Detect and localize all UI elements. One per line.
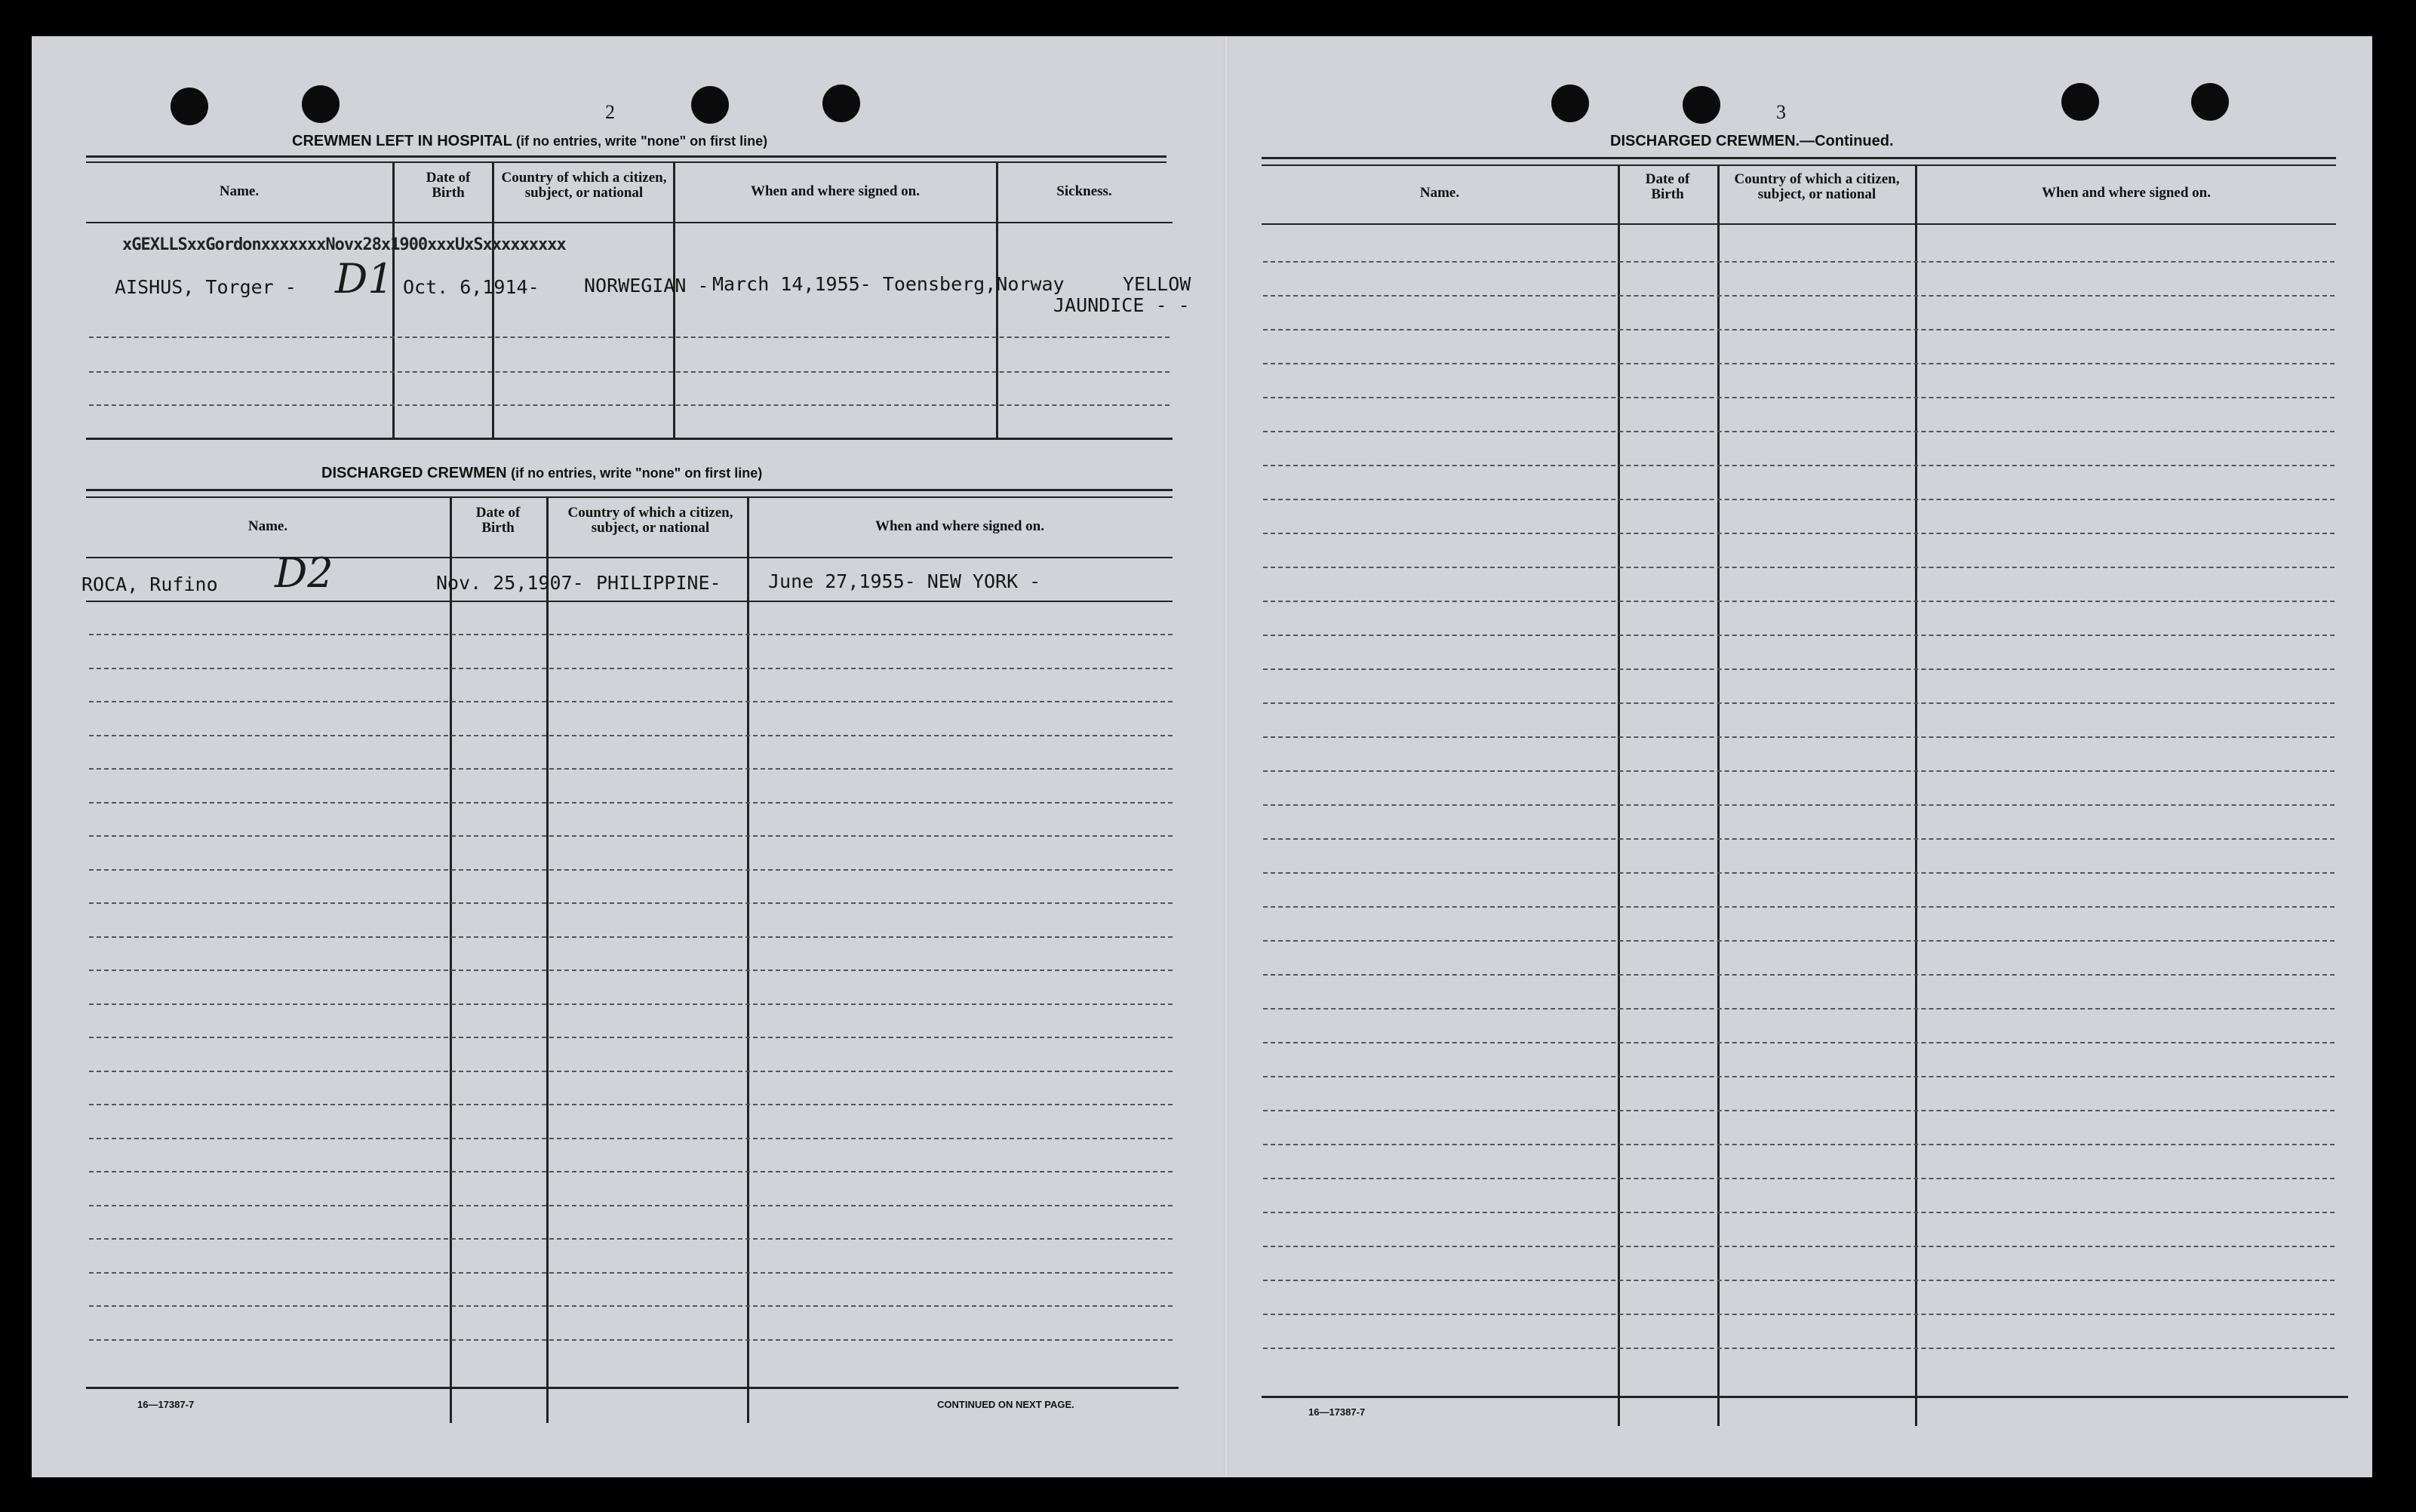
entry-line <box>1263 1246 2335 1247</box>
entry-line <box>1263 940 2335 942</box>
entry-line <box>89 835 1173 837</box>
rule <box>1262 1396 2348 1398</box>
entry-line <box>89 371 1170 373</box>
entry-line <box>89 1339 1173 1341</box>
discharged-entry-name: ROCA, Rufino <box>81 573 218 595</box>
continued-header-signed: When and where signed on. <box>2041 185 2211 201</box>
entry-line <box>89 1104 1173 1105</box>
punch-hole <box>1551 85 1589 122</box>
column-rule <box>1618 164 1620 1426</box>
entry-line <box>1263 770 2335 772</box>
rule <box>1262 157 2336 159</box>
entry-line <box>1263 838 2335 840</box>
entry-line <box>89 337 1170 338</box>
hospital-entry-name: AISHUS, Torger - <box>115 276 297 298</box>
page-number-right: 3 <box>1776 101 1786 123</box>
entry-line <box>1263 1178 2335 1179</box>
entry-line <box>89 936 1173 938</box>
column-rule <box>996 161 998 439</box>
entry-line <box>1263 906 2335 908</box>
discharged-header-signed: When and where signed on. <box>874 518 1044 534</box>
continued-header-name: Name. <box>1419 185 1460 201</box>
discharged-header-country: Country of which a citizen, subject, or national <box>567 505 733 536</box>
entry-line <box>1263 499 2335 500</box>
punch-hole <box>691 86 729 124</box>
entry-line <box>89 701 1173 702</box>
punch-hole <box>822 85 860 122</box>
continued-section-title: DISCHARGED CREWMEN.—Continued. <box>1610 133 1894 149</box>
discharged-entry-signed: June 27,1955- NEW YORK - <box>768 570 1041 592</box>
hospital-entry-sickness: YELLOW <box>1123 273 1191 295</box>
rule <box>86 489 1173 491</box>
entry-line <box>89 1305 1173 1307</box>
continued-header-dob: Date of Birth <box>1645 171 1690 202</box>
hospital-entry-sickness-cont: JAUNDICE - - <box>1053 294 1190 316</box>
rule <box>86 496 1173 498</box>
hospital-entry-signed: March 14,1955- Toensberg,Norway <box>712 273 1065 295</box>
entry-line <box>89 1003 1173 1005</box>
entry-line <box>1263 804 2335 806</box>
entry-line <box>1263 261 2335 263</box>
entry-line <box>89 970 1173 971</box>
handwritten-mark: D1 <box>335 255 394 303</box>
hospital-title-text: CREWMEN LEFT IN HOSPITAL <box>292 133 512 149</box>
punch-hole <box>171 88 208 125</box>
entry-line <box>89 902 1173 904</box>
entry-line <box>1263 668 2335 670</box>
continued-note: CONTINUED ON NEXT PAGE. <box>937 1399 1074 1410</box>
entry-line <box>1263 702 2335 704</box>
rule <box>86 161 1167 163</box>
entry-line <box>1263 872 2335 874</box>
entry-line <box>89 869 1173 871</box>
discharged-entry-country: PHILIPPINE- <box>596 572 721 594</box>
discharged-title-text: DISCHARGED CREWMEN <box>321 465 507 481</box>
entry-line <box>89 735 1173 736</box>
entry-line <box>1263 533 2335 534</box>
entry-line <box>1263 363 2335 364</box>
hospital-header-signed: When and where signed on. <box>750 183 920 199</box>
entry-line <box>89 1205 1173 1206</box>
entry-line <box>1263 465 2335 466</box>
hospital-title-note: (if no entries, write "none" on first line) <box>516 134 768 149</box>
entry-line <box>1263 397 2335 398</box>
entry-line <box>89 404 1170 406</box>
discharged-section-title <box>321 465 762 482</box>
entry-line <box>89 802 1173 804</box>
handwritten-mark: D2 <box>275 549 334 597</box>
page-fold <box>1224 36 1228 1477</box>
column-rule <box>450 496 452 1423</box>
manifest-sheet <box>32 36 2372 1477</box>
punch-hole <box>302 85 340 123</box>
hospital-entry-dob: Oct. 6,1914- <box>403 276 539 298</box>
column-rule <box>546 496 549 1423</box>
entry-line <box>1263 635 2335 636</box>
entry-line <box>1263 974 2335 976</box>
entry-line <box>89 634 1173 635</box>
hospital-entry-country: NORWEGIAN - <box>584 275 709 297</box>
form-number-right: 16—17387-7 <box>1308 1406 1366 1418</box>
rule <box>86 557 1173 558</box>
entry-line <box>89 1238 1173 1240</box>
rule <box>86 222 1173 223</box>
entry-line <box>1263 601 2335 602</box>
column-rule <box>1915 164 1917 1426</box>
entry-line <box>1263 1042 2335 1043</box>
discharged-header-name: Name. <box>247 518 288 534</box>
entry-line <box>1263 1280 2335 1281</box>
punch-hole <box>2191 83 2229 121</box>
entry-line <box>1263 1314 2335 1315</box>
hospital-header-name: Name. <box>219 183 260 199</box>
rule <box>86 1387 1179 1389</box>
entry-line <box>89 1138 1173 1139</box>
discharged-header-dob: Date of Birth <box>475 505 521 536</box>
entry-line <box>89 1272 1173 1274</box>
hospital-header-country: Country of which a citizen, subject, or national <box>501 170 667 201</box>
rule <box>86 155 1167 158</box>
entry-line <box>1263 431 2335 432</box>
column-rule <box>673 161 675 439</box>
entry-line <box>89 668 1173 669</box>
rule <box>86 601 1173 602</box>
continued-header-country: Country of which a citizen, subject, or national <box>1734 171 1900 202</box>
struck-out-entry: xGEXLLSxxGordonxxxxxxxNovx28x1900xxxUxSxxxxxxxxx <box>122 235 566 254</box>
entry-line <box>1263 1110 2335 1111</box>
rule <box>86 438 1173 440</box>
column-rule <box>492 161 494 439</box>
hospital-section-title <box>292 133 767 150</box>
page-number-left: 2 <box>605 101 615 123</box>
entry-line <box>1263 1212 2335 1213</box>
hospital-header-sickness: Sickness. <box>1056 183 1112 199</box>
entry-line <box>1263 567 2335 568</box>
form-number-left: 16—17387-7 <box>137 1399 195 1410</box>
punch-hole <box>1683 86 1720 124</box>
rule <box>1262 223 2336 225</box>
entry-line <box>89 1037 1173 1038</box>
entry-line <box>1263 329 2335 330</box>
column-rule <box>1717 164 1720 1426</box>
entry-line <box>1263 1076 2335 1077</box>
discharged-entry-dob: Nov. 25,1907- <box>436 572 584 594</box>
entry-line <box>89 1171 1173 1172</box>
entry-line <box>89 1071 1173 1072</box>
punch-hole <box>2061 83 2099 121</box>
entry-line <box>89 768 1173 770</box>
entry-line <box>1263 1348 2335 1349</box>
entry-line <box>1263 1144 2335 1145</box>
entry-line <box>1263 295 2335 297</box>
entry-line <box>1263 736 2335 738</box>
discharged-title-note: (if no entries, write "none" on first line) <box>511 466 763 481</box>
column-rule <box>747 496 749 1423</box>
hospital-header-dob: Date of Birth <box>426 170 471 201</box>
entry-line <box>1263 1008 2335 1010</box>
rule <box>1262 164 2336 166</box>
